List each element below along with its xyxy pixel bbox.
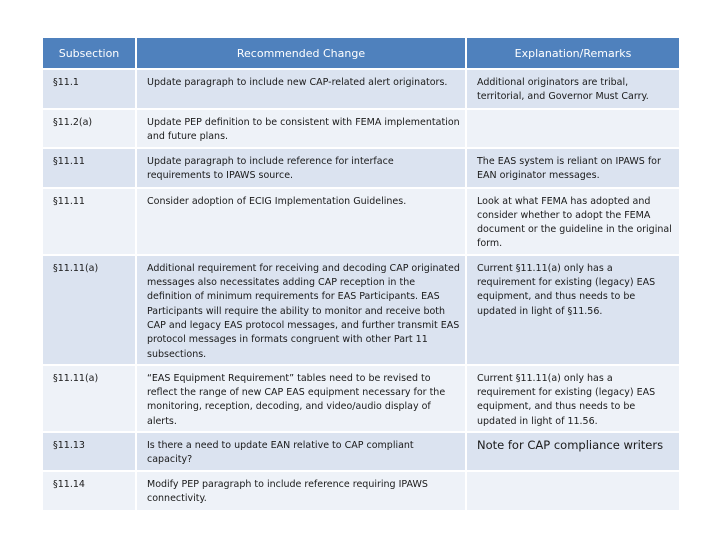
cell-change: Update paragraph to include new CAP-related alert originators. [137,70,465,108]
header-explanation-remarks: Explanation/Remarks [467,38,679,68]
cell-remarks: Additional originators are tribal, territorial, and Governor Must Carry. [467,70,679,108]
cell-subsection: §11.13 [43,433,135,470]
table-row [43,433,679,470]
cell-remarks: Look at what FEMA has adopted and consider whether to adopt the FEMA document or the guideline in the original form. [467,189,679,254]
cell-change: Update paragraph to include reference for interface requirements to IPAWS source. [137,149,465,187]
cell-subsection: §11.11(a) [43,366,135,431]
cell-remarks [467,110,679,147]
header-recommended-change: Recommended Change [137,38,465,68]
cell-subsection: §11.11(a) [43,256,135,364]
cell-subsection: §11.14 [43,472,135,510]
cell-remarks: The EAS system is reliant on IPAWS for EAN originator messages. [467,149,679,187]
cell-subsection: §11.1 [43,70,135,108]
cell-remarks: Current §11.11(a) only has a requirement for existing (legacy) EAS equipment, and thus needs to be updated in light of 11.56. [467,366,679,431]
header-subsection: Subsection [43,38,135,68]
cell-change: “EAS Equipment Requirement” tables need to be revised to reflect the range of new CAP EAS equipment necessary for the monitoring, reception, decoding, and video/audio display of alerts. [137,366,465,431]
table-row [43,70,679,108]
cell-change: Is there a need to update EAN relative to CAP compliant capacity? [137,433,465,470]
cell-change: Modify PEP paragraph to include reference requiring IPAWS connectivity. [137,472,465,510]
cell-remarks [467,472,679,510]
table-row [43,366,679,431]
cell-subsection: §11.11 [43,149,135,187]
cell-remarks: Current §11.11(a) only has a requirement for existing (legacy) EAS equipment, and thus needs to be updated in light of §11.56. [467,256,679,364]
cell-remarks: Note for CAP compliance writers [467,433,679,470]
table-row [43,472,679,510]
cell-change: Update PEP definition to be consistent with FEMA implementation and future plans. [137,110,465,147]
table-row [43,149,679,187]
recommendations-table [41,36,681,512]
table-row [43,256,679,364]
table-header-row [43,38,679,68]
table-row [43,189,679,254]
cell-subsection: §11.2(a) [43,110,135,147]
cell-change: Consider adoption of ECIG Implementation Guidelines. [137,189,465,254]
table-row [43,110,679,147]
cell-change: Additional requirement for receiving and decoding CAP originated messages also necessitates adding CAP reception in the definition of minimum requirements for EAS Participants. EAS Participants will require the ability to monitor and receive both CAP and legacy EAS protocol messages, and further transmit EAS protocol messages in formats congruent with other Part 11 subsections. [137,256,465,364]
cell-subsection: §11.11 [43,189,135,254]
